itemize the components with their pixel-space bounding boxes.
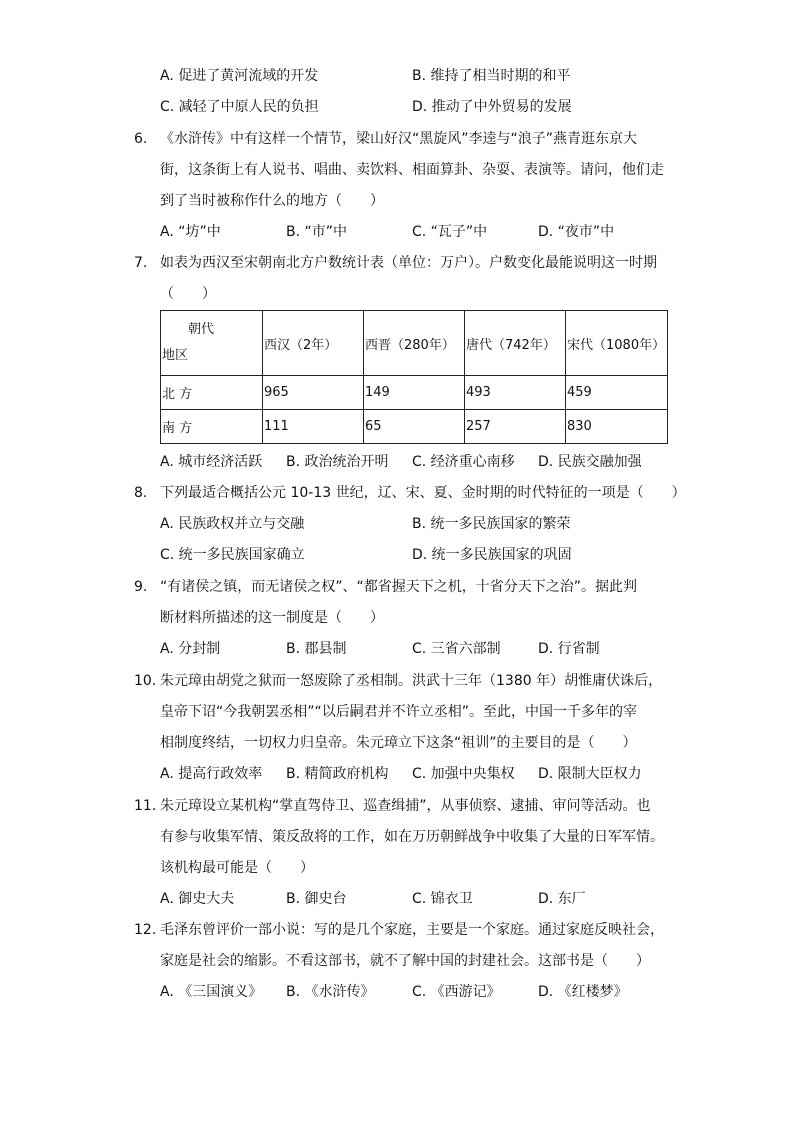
question-number: 9. [134, 579, 148, 595]
option-d: D. 限制大臣权力 [538, 766, 642, 782]
table-row [161, 410, 668, 444]
question-number: 8. [134, 485, 148, 501]
option-c: C. 三省六部制 [412, 641, 501, 657]
question-number: 7. [134, 255, 148, 271]
option-c: C. 锦衣卫 [412, 891, 473, 907]
household-statistics-table [160, 310, 668, 444]
question-text-line: 到了当时被称作什么的地方（ ） [160, 193, 384, 209]
question-text-line: 下列最适合概括公元 10-13 世纪，辽、宋、夏、金时期的时代特征的一项是（ ） [160, 485, 686, 501]
option-b: B. 政治统治开明 [286, 454, 389, 470]
table-cell: 830 [566, 410, 668, 444]
row-label: 南 方 [161, 410, 263, 444]
option-c: C. 《西游记》 [412, 984, 501, 1000]
option-a: A. 促进了黄河流域的开发 [160, 68, 319, 84]
option-b: B. 《水浒传》 [286, 984, 375, 1000]
question-text-line: 如表为西汉至宋朝南北方户数统计表（单位：万户）。户数变化最能说明这一时期 [160, 255, 657, 271]
option-a: A. 民族政权并立与交融 [160, 516, 305, 532]
table-cell: 65 [364, 410, 465, 444]
option-c: C. 加强中央集权 [412, 766, 515, 782]
option-b: B. “市”中 [286, 224, 348, 240]
table-header-cell: 唐代（742年） [465, 311, 566, 376]
question-number: 12. [134, 922, 157, 938]
table-header-cell: 西晋（280年） [364, 311, 465, 376]
option-a: A. 分封制 [160, 641, 221, 657]
question-text-line: 街，这条街上有人说书、唱曲、卖饮料、相面算卦、杂耍、表演等。请问，他们走 [160, 162, 664, 178]
question-text-line: 断材料所描述的这一制度是（ ） [160, 610, 384, 626]
question-text-line: 《水浒传》中有这样一个情节，梁山好汉“黑旋风”李逵与“浪子”燕青逛东京大 [160, 131, 638, 147]
option-c: C. 减轻了中原人民的负担 [160, 99, 319, 115]
option-d: D. 民族交融加强 [538, 454, 642, 470]
question-text-line: 毛泽东曾评价一部小说：写的是几个家庭，主要是一个家庭。通过家庭反映社会， [160, 922, 664, 938]
option-d: D. 统一多民族国家的巩固 [412, 547, 572, 563]
option-a: A. 《三国演义》 [160, 984, 263, 1000]
option-b: B. 统一多民族国家的繁荣 [412, 516, 571, 532]
question-text-line: 家庭是社会的缩影。不看这部书，就不了解中国的封建社会。这部书是（ ） [160, 953, 650, 969]
option-b: B. 御史台 [286, 891, 347, 907]
option-d: D. 推动了中外贸易的发展 [412, 99, 572, 115]
option-b: B. 维持了相当时期的和平 [412, 68, 571, 84]
table-cell: 965 [263, 376, 364, 410]
corner-dynasty-label: 朝代 [188, 322, 215, 337]
question-text-line: 朱元璋由胡党之狱而一怒废除了丞相制。洪武十三年（1380 年）胡惟庸伏诛后， [160, 673, 663, 689]
question-text-line: “有诸侯之镇，而无诸侯之权”、“都省握天下之机，十省分天下之治”。据此判 [160, 579, 638, 595]
table-header-row [161, 311, 668, 376]
table-cell: 257 [465, 410, 566, 444]
question-text-line: （ ） [160, 286, 216, 302]
option-b: B. 郡县制 [286, 641, 347, 657]
question-text-line: 朱元璋设立某机构“掌直驾侍卫、巡查缉捕”，从事侦察、逮捕、审问等活动。也 [160, 798, 651, 814]
table-row [161, 376, 668, 410]
table-cell: 459 [566, 376, 668, 410]
question-text-line: 相制度终结，一切权力归皇帝。朱元璋立下这条“祖训”的主要目的是（ ） [160, 735, 637, 751]
question-text-line: 有参与收集军情、策反敌将的工作，如在万历朝鲜战争中收集了大量的日军军情。 [160, 829, 664, 845]
option-d: D. “夜市”中 [538, 224, 615, 240]
question-text-line: 皇帝下诏“今我朝罢丞相”“以后嗣君并不许立丞相”。至此，中国一千多年的宰 [160, 704, 638, 720]
question-number: 11. [134, 798, 157, 814]
option-a: A. 城市经济活跃 [160, 454, 263, 470]
table-corner-cell [161, 311, 263, 376]
option-b: B. 精简政府机构 [286, 766, 389, 782]
option-c: C. 统一多民族国家确立 [160, 547, 305, 563]
option-c: C. 经济重心南移 [412, 454, 515, 470]
option-c: C. “瓦子”中 [412, 224, 488, 240]
table-header-cell: 西汉（2年） [263, 311, 364, 376]
option-d: D. 行省制 [538, 641, 600, 657]
question-number: 10. [134, 673, 157, 689]
question-number: 6. [134, 131, 148, 147]
table-header-cell: 宋代（1080年） [566, 311, 668, 376]
option-a: A. 御史大夫 [160, 891, 235, 907]
option-d: D. 东厂 [538, 891, 586, 907]
option-d: D. 《红楼梦》 [538, 984, 628, 1000]
table-cell: 149 [364, 376, 465, 410]
table-cell: 111 [263, 410, 364, 444]
table-cell: 493 [465, 376, 566, 410]
option-a: A. 提高行政效率 [160, 766, 263, 782]
question-text-line: 该机构最可能是（ ） [160, 860, 314, 876]
option-a: A. “坊”中 [160, 224, 221, 240]
corner-region-label: 地区 [162, 348, 189, 363]
row-label: 北 方 [161, 376, 263, 410]
